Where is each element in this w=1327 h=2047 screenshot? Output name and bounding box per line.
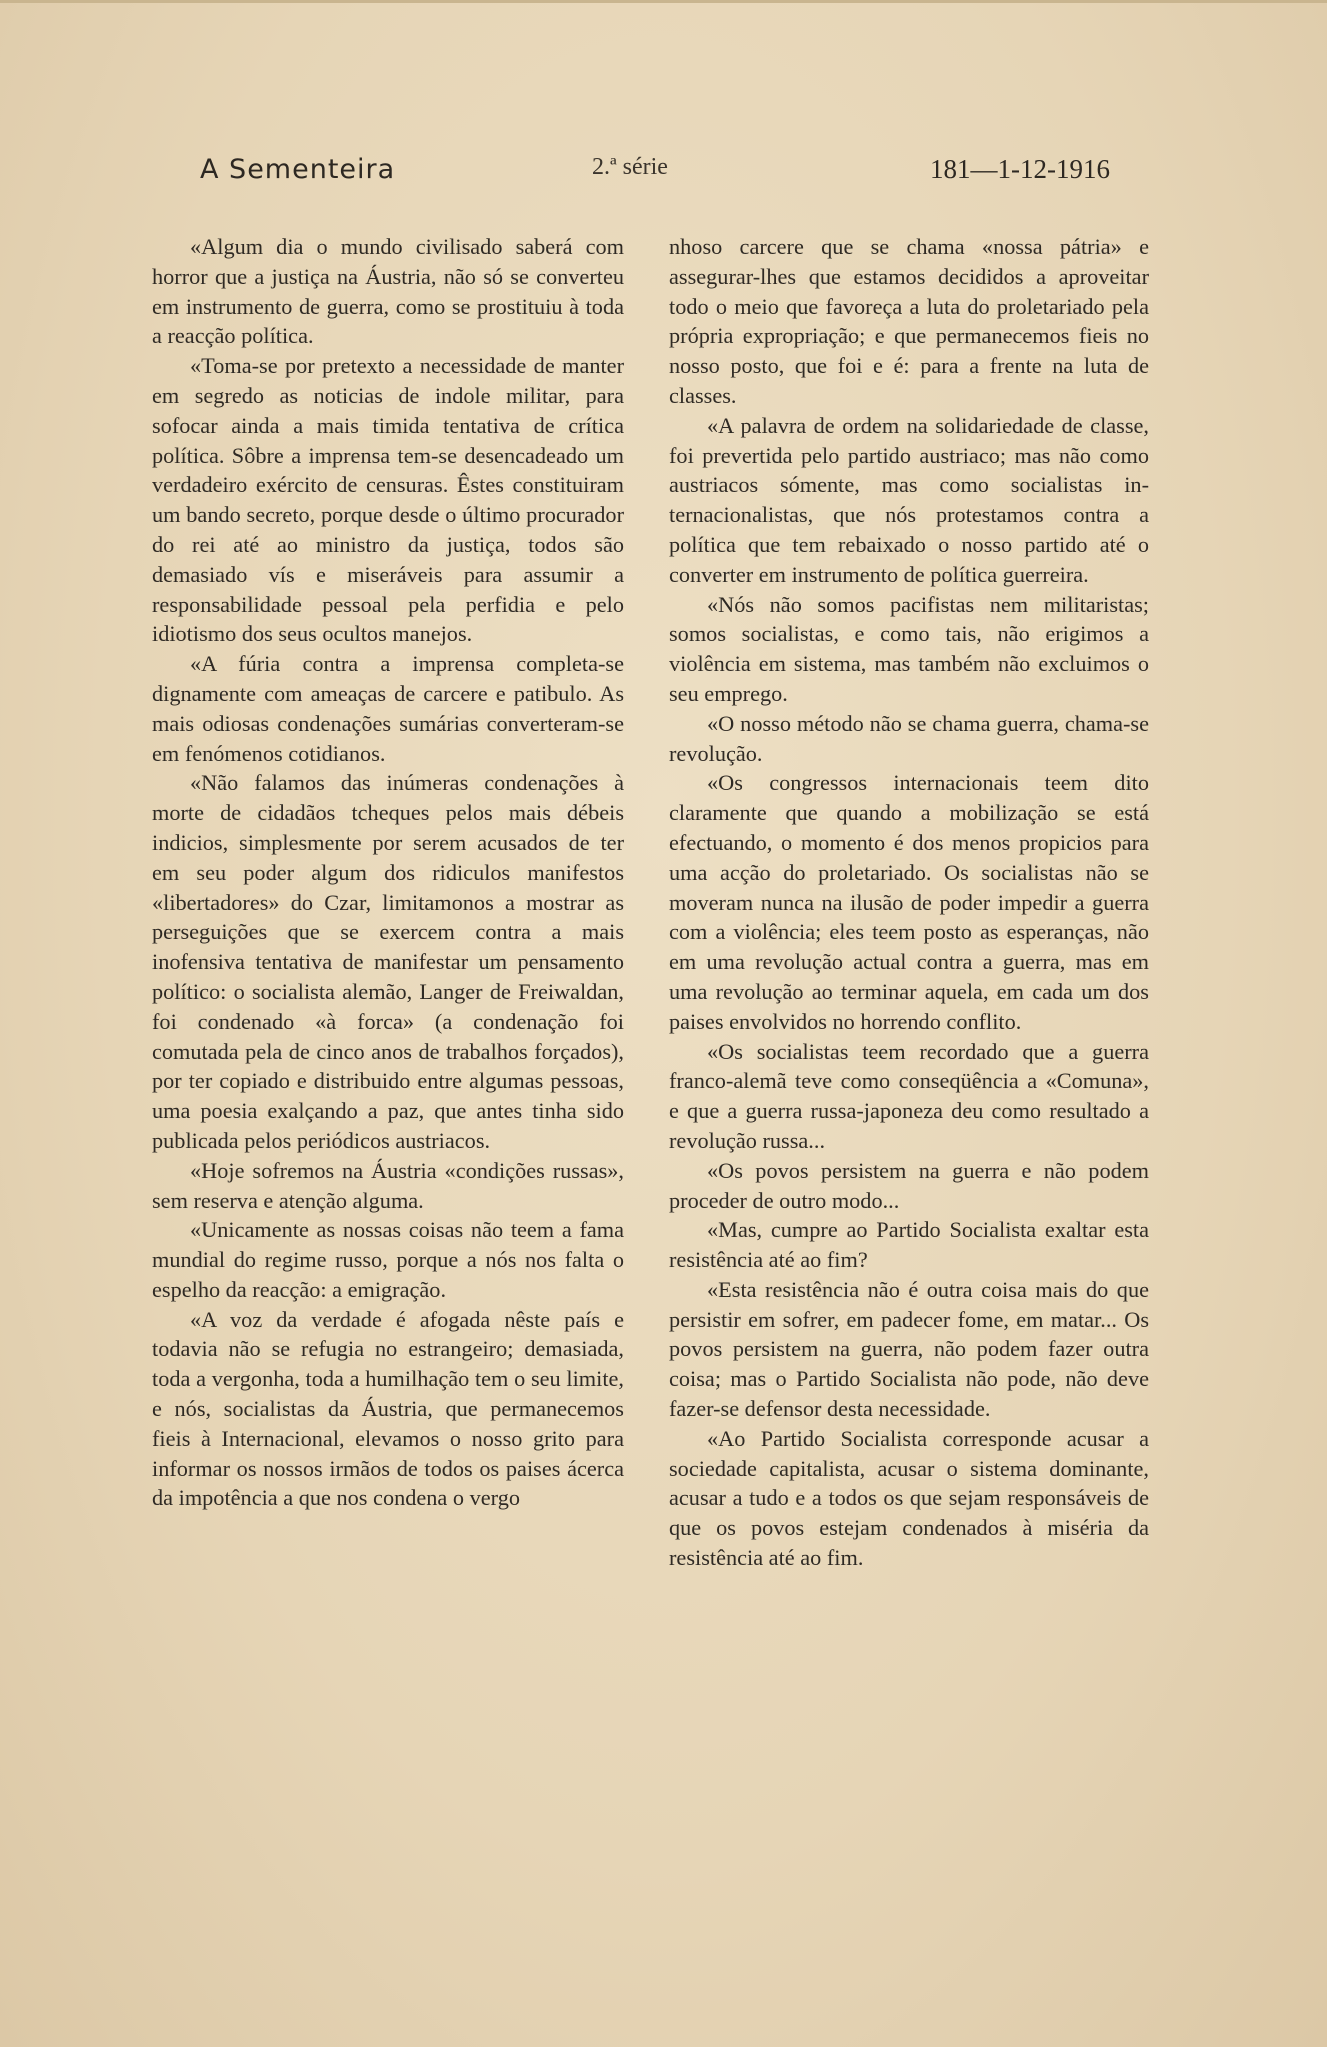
left-text-column (152, 232, 624, 1513)
paragraph: «Esta resistência não é outra coisa mais do que persistir em sofrer, em padecer fome, em matar... Os povos persistem na guerra, não podem fazer outra coisa; mas o Partido Socialista não pode, não deve fazer-se defensor desta necessidade. (669, 1276, 1149, 1422)
paragraph: «A palavra de ordem na solidariedade de classe, foi prevertida pelo partido austriaco; mas não como austriacos sómente, mas como socialistas internacionalistas, que nós protestamos contra a política que tem rebaixado o nosso partido até o converter em instrumento de política guerreira. (669, 412, 1149, 587)
issue-number-date: 181—1-12-1916 (930, 154, 1110, 184)
paragraph-continued: nhoso carcere que se chama «nossa pátria» e assegurar-lhes que estamos decididos a aproveitar todo o meio que favoreça a luta do proletariado pela própria expropriação; e que permanecemos fieis no nosso posto, que foi e é: para a frente na luta de classes. (669, 234, 1149, 408)
journal-title: A Sementeira (200, 154, 396, 185)
paragraph: «Os socialistas teem recordado que a guerra franco-alemã teve como conseqüência a «Comuna», e que a guerra russa-japoneza deu como resultado a revolução russa... (669, 1038, 1149, 1153)
paragraph: «A fúria contra a imprensa completa-se dignamente com ameaças de carcere e patibulo. As mais odiosas condenações sumárias converteram-se em fenómenos cotidianos. (152, 651, 624, 766)
page-header (200, 150, 1110, 190)
paragraph: «Ao Partido Socialista corresponde acusar a sociedade capitalista, acusar o sistema dominante, acusar a tudo e a todos os que sejam responsáveis de que os povos estejam condenados à miséria da resistência até ao fim. (669, 1425, 1149, 1571)
paragraph: «Algum dia o mundo civilisado saberá com horror que a justiça na Áustria, não só se converteu em instrumento de guerra, como se prostituiu à toda a reacção política. (152, 234, 624, 349)
paragraph: «Os povos persistem na guerra e não podem proceder de outro modo... (669, 1157, 1149, 1213)
paragraph: «Os congressos internacionais teem dito claramente que quando a mobilização se está efectuando, o momento é dos menos propicios para uma acção do proletariado. Os socialistas não se moveram nunca na ilusão de poder impedir a guerra com a violência; eles teem posto as esperanças, não em uma revolução actual contra a guerra, mas em uma revolução ao terminar aquela, em cada um dos paises envolvidos no horrendo conflito. (669, 770, 1149, 1034)
paragraph: «Toma-se por pretexto a necessidade de manter em segredo as noticias de indole militar, para sofocar ainda a mais timida tentativa de crítica política. Sôbre a imprensa tem-se desencadeado um verdadeiro exército de censuras. Êstes constituiram um bando secreto, porque desde o último procurador do rei até ao ministro da justiça, todos são demasiado vís e miseráveis para assumir a responsabilidade pessoal pela perfidia e pelo idiotismo dos seus ocultos manejos. (152, 353, 624, 647)
paragraph: «Nós não somos pacifistas nem militaristas; somos socialistas, e como tais, não erigimos a violência em sistema, mas também não excluimos o seu emprego. (669, 591, 1149, 706)
paragraph: «A voz da verdade é afogada nêste país e todavia não se refugia no estrangeiro; demasiada, toda a vergonha, toda a humilhação tem o seu limite, e nós, socialistas da Áustria, que permanecemos fieis à Internacional, elevamos o nosso grito para informar os nossos irmãos de todos os paises ácerca da impotência a que nos condena o vergo (152, 1306, 624, 1511)
paragraph: «O nosso método não se chama guerra, chama-se revolução. (669, 710, 1149, 766)
paragraph: «Unicamente as nossas coisas não teem a fama mundial do regime russo, porque a nós nos falta o espelho da reacção: a emigração. (152, 1217, 624, 1302)
right-text-column (669, 232, 1149, 1573)
paragraph: «Mas, cumpre ao Partido Socialista exaltar esta resistência até ao fim? (669, 1217, 1149, 1273)
page-edge (0, 0, 1327, 3)
paragraph: «Não falamos das inúmeras condenações à morte de cidadãos tcheques pelos mais débeis indicios, simplesmente por serem acusados de ter em seu poder algum dos ridiculos manifestos «libertadores» do Czar, limitamonos a mostrar as perseguições que se exercem contra a mais inofensiva tentativa de manifestar um pensamento político: o socialista alemão, Langer de Freiwaldan, foi condenado «à forca» (a condenação foi comutada pela de cinco anos de trabalhos forçados), por ter copiado e distribuido entre algumas pessoas, uma poesia exalçando a paz, que antes tinha sido publicada pelos periódicos austriacos. (152, 770, 624, 1153)
paragraph: «Hoje sofremos na Áustria «condições russas», sem reserva e atenção alguma. (152, 1157, 624, 1213)
series-label: 2.ª série (592, 154, 668, 180)
